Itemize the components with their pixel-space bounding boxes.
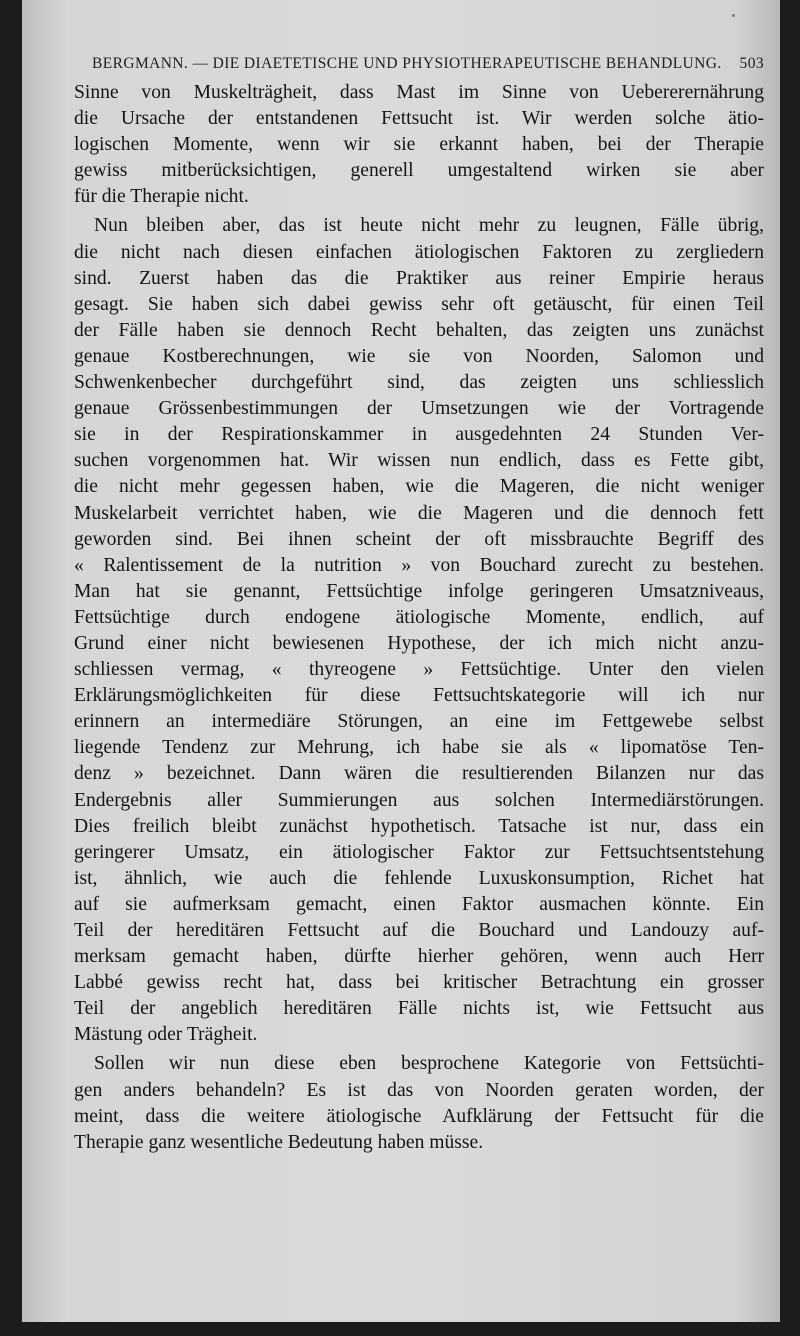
text-line: Grund einer nicht bewiesenen Hypothese, der ich mich nicht anzu-	[74, 632, 764, 654]
text-line: Nun bleiben aber, das ist heute nicht mehr zu leugnen, Fälle übrig,	[94, 215, 764, 237]
running-header	[92, 55, 764, 73]
book-page	[22, 0, 780, 1322]
text-line: Therapie ganz wesentliche Bedeutung haben müsse.	[74, 1131, 484, 1153]
text-line: gewiss mitberücksichtigen, generell umgestaltend wirken sie aber	[74, 160, 764, 182]
text-line: Man hat sie genannt, Fettsüchtige infolge geringeren Umsatzniveaus,	[74, 580, 764, 602]
paragraph-3	[74, 1051, 764, 1155]
text-line: die nicht mehr gegessen haben, wie die Mageren, die nicht weniger	[74, 476, 764, 498]
text-line: genaue Grössenbestimmungen der Umsetzungen wie der Vortragende	[74, 398, 764, 420]
text-line: auf sie aufmerksam gemacht, einen Faktor ausmachen könnte. Ein	[74, 893, 764, 915]
body-text	[74, 80, 764, 1156]
text-line: ist, ähnlich, wie auch die fehlende Luxuskonsumption, Richet hat	[74, 867, 764, 889]
page-number: 503	[739, 55, 764, 72]
text-line: logischen Momente, wenn wir sie erkannt haben, bei der Therapie	[74, 134, 764, 156]
running-title: BERGMANN. — DIE DIAETETISCHE UND PHYSIOTHERAPEUTISCHE BEHANDLUNG.	[92, 55, 722, 72]
text-line: Endergebnis aller Summierungen aus solchen Intermediärstörungen.	[74, 789, 764, 811]
text-line: « Ralentissement de la nutrition » von Bouchard zurecht zu bestehen.	[74, 554, 764, 576]
text-line: Dies freilich bleibt zunächst hypothetisch. Tatsache ist nur, dass ein	[74, 815, 764, 837]
text-line: Sollen wir nun diese eben besprochene Kategorie von Fettsüchti-	[94, 1053, 764, 1075]
text-line: Teil der angeblich hereditären Fälle nichts ist, wie Fettsucht aus	[74, 998, 764, 1020]
paragraph-1	[74, 80, 764, 210]
text-line: schliessen vermag, « thyreogene » Fettsüchtige. Unter den vielen	[74, 659, 764, 681]
text-line: die Ursache der entstandenen Fettsucht ist. Wir werden solche ätio-	[74, 108, 764, 130]
text-line: Fettsüchtige durch endogene ätiologische Momente, endlich, auf	[74, 606, 764, 628]
text-line: denz » bezeichnet. Dann wären die resultierenden Bilanzen nur das	[74, 763, 764, 785]
text-line: geworden sind. Bei ihnen scheint der oft missbrauchte Begriff des	[74, 528, 764, 550]
text-line: Muskelarbeit verrichtet haben, wie die Mageren und die dennoch fett	[74, 502, 764, 524]
text-line: Mästung oder Trägheit.	[74, 1024, 258, 1046]
text-line: gesagt. Sie haben sich dabei gewiss sehr oft getäuscht, für einen Teil	[74, 293, 764, 315]
text-line: Sinne von Muskelträgheit, dass Mast im Sinne von Uebererernährung	[74, 82, 764, 103]
text-line: meint, dass die weitere ätiologische Aufklärung der Fettsucht für die	[74, 1105, 764, 1127]
text-line: liegende Tendenz zur Mehrung, ich habe sie als « lipomatöse Ten-	[74, 737, 764, 759]
text-line: sind. Zuerst haben das die Praktiker aus reiner Empirie heraus	[74, 267, 764, 289]
text-line: erinnern an intermediäre Störungen, an eine im Fettgewebe selbst	[74, 711, 764, 733]
text-line: für die Therapie nicht.	[74, 186, 249, 208]
text-line: Erklärungsmöglichkeiten für diese Fettsuchtskategorie will ich nur	[74, 685, 764, 707]
text-line: der Fälle haben sie dennoch Recht behalten, das zeigten uns zunächst	[74, 319, 764, 341]
page-speck	[732, 14, 735, 17]
text-line: die nicht nach diesen einfachen ätiologischen Faktoren zu zergliedern	[74, 241, 764, 263]
text-line: sie in der Respirationskammer in ausgedehnten 24 Stunden Ver-	[74, 424, 764, 446]
text-line: geringerer Umsatz, ein ätiologischer Faktor zur Fettsuchtsentstehung	[74, 841, 764, 863]
text-line: Teil der hereditären Fettsucht auf die Bouchard und Landouzy auf-	[74, 920, 764, 941]
paragraph-2	[74, 213, 764, 1048]
text-line: suchen vorgenommen hat. Wir wissen nun endlich, dass es Fette gibt,	[74, 450, 764, 472]
text-line: genaue Kostberechnungen, wie sie von Noorden, Salomon und	[74, 345, 764, 367]
text-line: merksam gemacht haben, dürfte hierher gehören, wenn auch Herr	[74, 946, 764, 968]
text-line: Schwenkenbecher durchgeführt sind, das zeigten uns schliesslich	[74, 372, 764, 394]
text-line: gen anders behandeln? Es ist das von Noorden geraten worden, der	[74, 1079, 764, 1101]
text-line: Labbé gewiss recht hat, dass bei kritischer Betrachtung ein grosser	[74, 972, 764, 994]
